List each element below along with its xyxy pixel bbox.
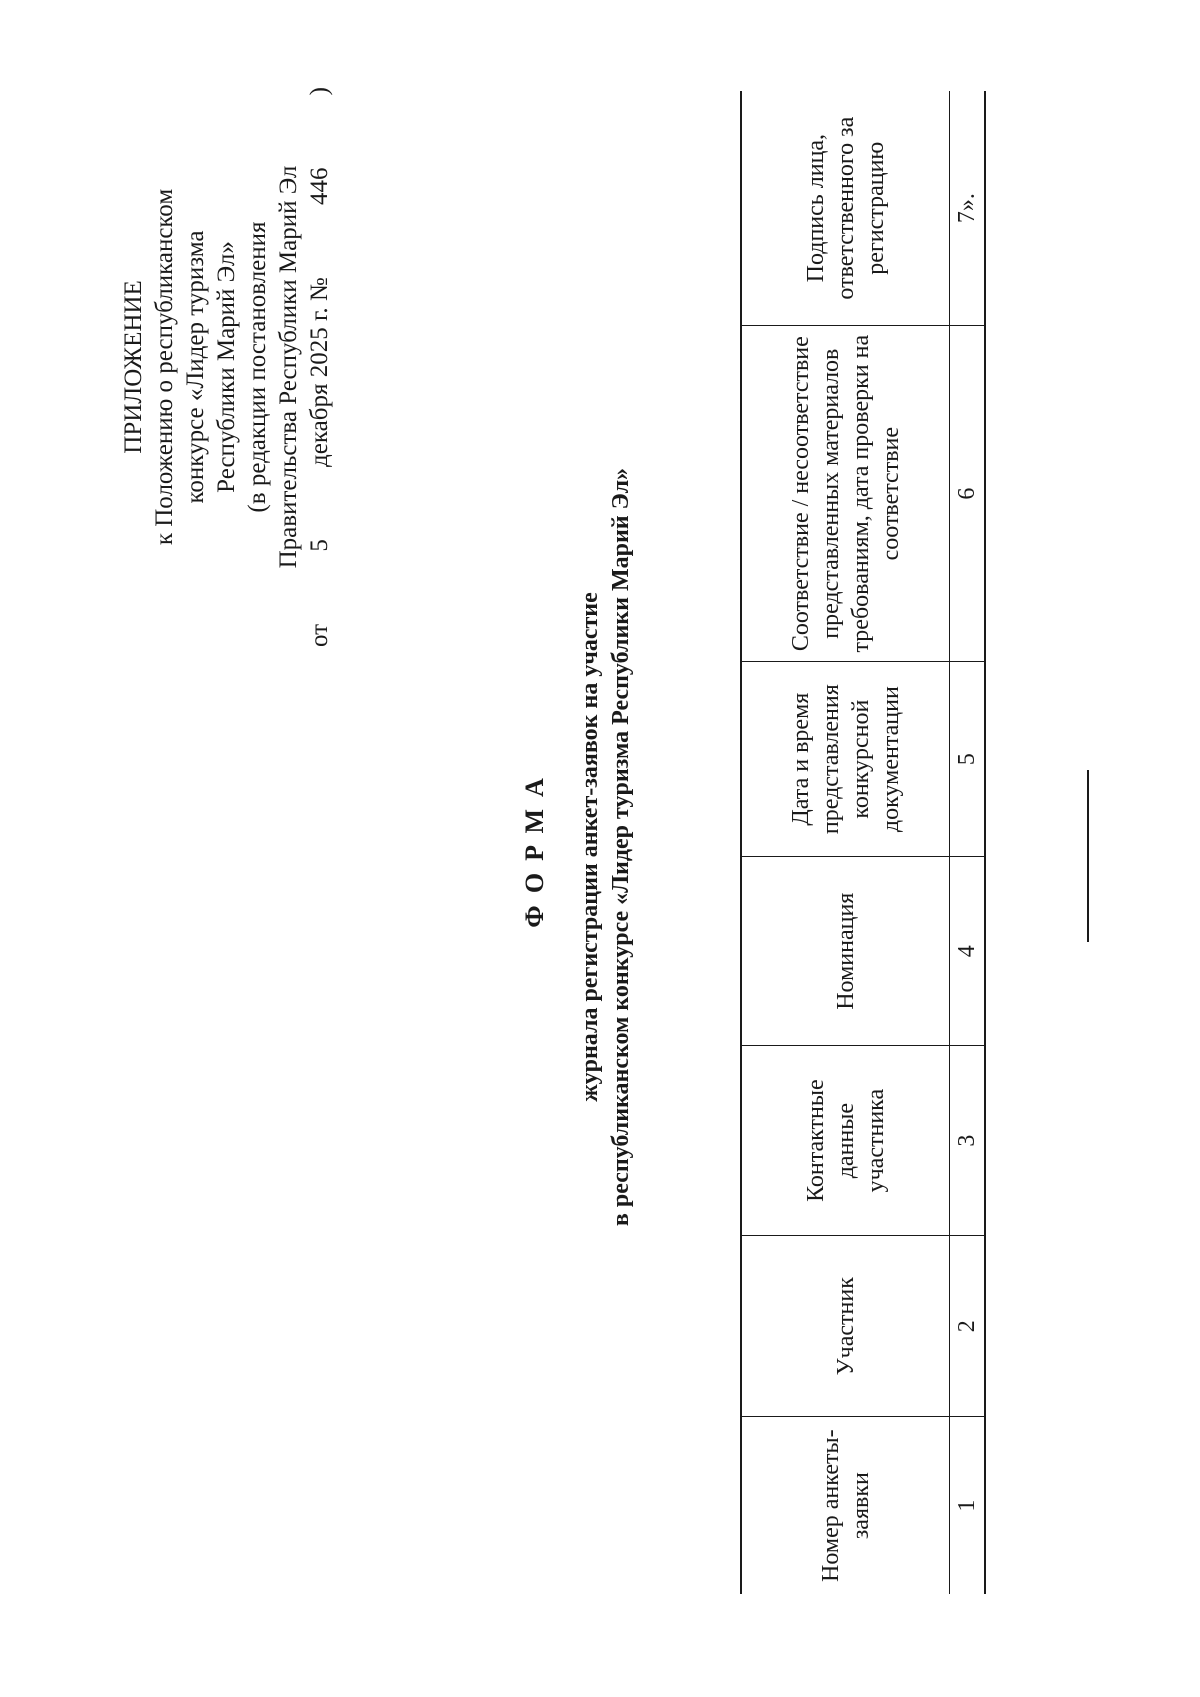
- date-close-paren: ): [306, 87, 333, 96]
- header-nomination: Номинация: [741, 857, 950, 1046]
- column-number: 7».: [950, 91, 986, 326]
- appendix-line: (в редакции постановления: [244, 221, 271, 513]
- appendix-title: ПРИЛОЖЕНИЕ: [120, 280, 147, 454]
- form-subtitle: [575, 297, 637, 1397]
- appendix-line: Правительства Республики Марий Эл: [275, 165, 302, 569]
- column-number: 4: [950, 857, 986, 1046]
- date-rest: декабря 2025 г. №: [306, 277, 333, 467]
- appendix-line: конкурсе «Лидер туризма: [182, 230, 209, 504]
- form-subtitle-line: журнала регистрации анкет-заявок на участие: [577, 592, 603, 1102]
- column-number: 1: [950, 1417, 986, 1594]
- column-number: 3: [950, 1046, 986, 1236]
- column-number: 5: [950, 662, 986, 857]
- footer-divider: [1087, 770, 1089, 942]
- registration-journal-table: [740, 91, 986, 1594]
- column-number: 6: [950, 326, 986, 662]
- decree-date-line: [304, 87, 335, 647]
- appendix-line: Республики Марий Эл»: [213, 241, 240, 493]
- header-contact-data: Контактные данные участника: [741, 1046, 950, 1236]
- date-from: от: [306, 623, 333, 647]
- form-title: ФОРМА: [520, 766, 549, 928]
- table-header-row: [741, 91, 950, 1594]
- header-compliance: Соответствие / несоответствие представленных материалов требованиям, дата проверки на соответствие: [741, 326, 950, 662]
- table-number-row: [950, 91, 986, 1594]
- appendix-block: [118, 87, 335, 647]
- date-day: 5: [306, 539, 333, 552]
- header-signature: Подпись лица, ответственного за регистрацию: [741, 91, 950, 326]
- column-number: 2: [950, 1236, 986, 1417]
- form-subtitle-line: в республиканском конкурсе «Лидер туризма Республики Марий Эл»: [608, 467, 634, 1227]
- header-submission-datetime: Дата и время представления конкурсной документации: [741, 662, 950, 857]
- header-application-number: Номер анкеты-заявки: [741, 1417, 950, 1594]
- appendix-line: к Положению о республиканском: [151, 188, 178, 546]
- header-participant: Участник: [741, 1236, 950, 1417]
- decree-number: 446: [306, 167, 333, 206]
